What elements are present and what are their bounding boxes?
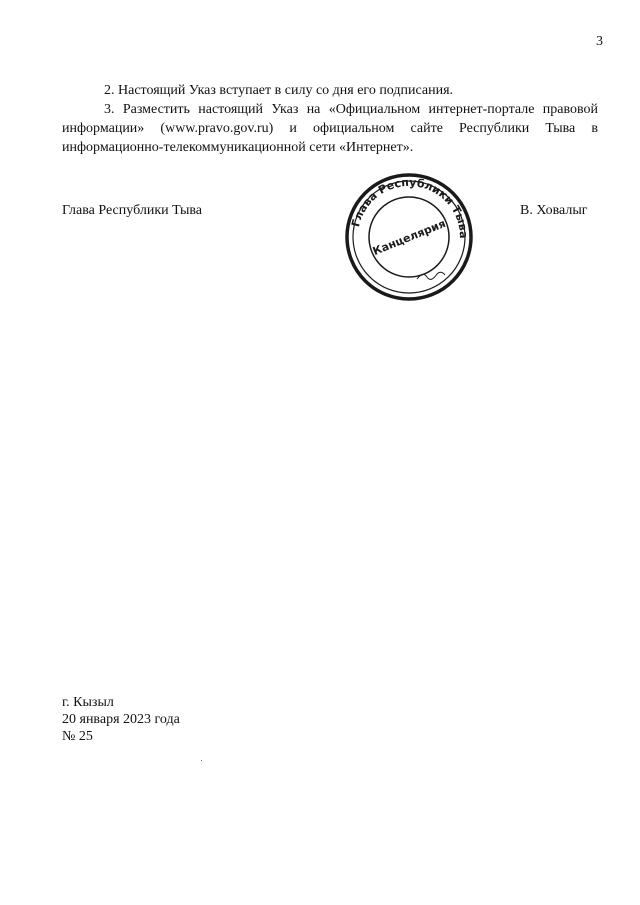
- footer-city: г. Кызыл: [62, 695, 114, 710]
- page-number: 3: [596, 34, 603, 49]
- paragraph-effective-date: 2. Настоящий Указ вступает в силу со дня его подписания.: [104, 83, 454, 98]
- paragraph-publication: 3. Разместить настоящий Указ на «Официальном интернет-портале правовой информации» (www.pravo.gov.ru) и официальном сайте Республики Тыва в информационно-телекоммуникационной сети «Интернет».: [62, 102, 598, 155]
- signer-name: В. Ховалыг: [520, 203, 588, 218]
- signer-title: Глава Республики Тыва: [62, 203, 203, 218]
- document-footer: [62, 694, 180, 745]
- footer-date: 20 января 2023 года: [62, 712, 180, 727]
- stamp-ring-text: Глава Республики Тыва: [349, 175, 471, 239]
- official-stamp: [343, 171, 475, 303]
- scan-speck: [201, 760, 202, 761]
- stamp-center-text: Канцелярия: [370, 216, 448, 258]
- footer-number: № 25: [62, 729, 93, 744]
